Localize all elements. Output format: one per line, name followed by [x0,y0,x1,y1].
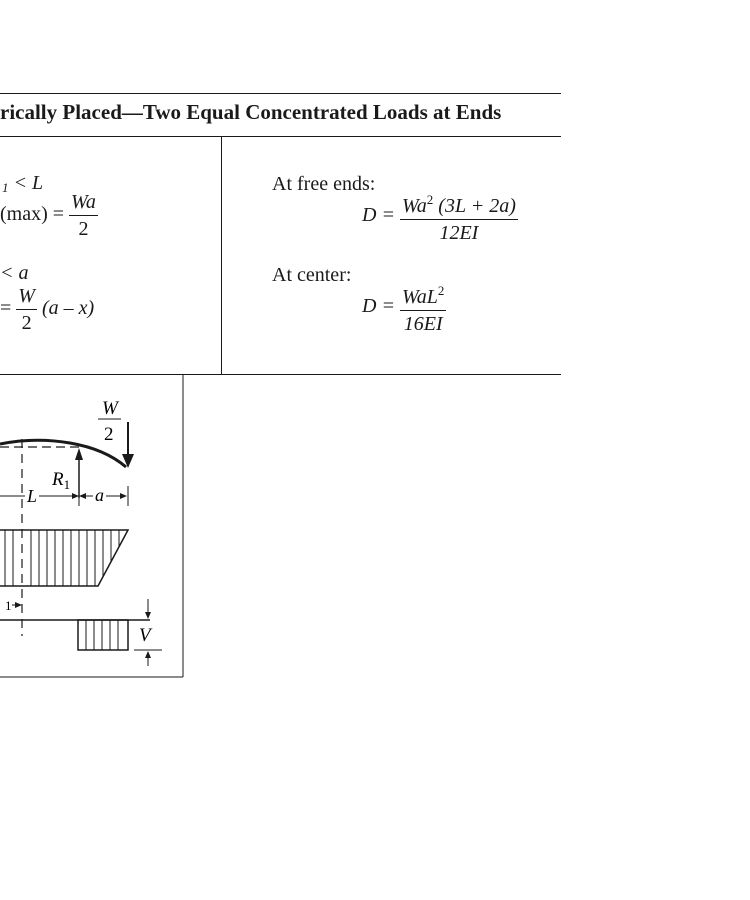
load-fraction-denominator: 2 [104,424,114,445]
center-formula [362,279,446,336]
free-ends-fraction [400,188,518,245]
span-label: L [27,486,38,506]
fraction-denominator: 2 [78,218,89,240]
free-ends-label: At free ends: [272,173,376,195]
span-arrow-head [72,493,79,499]
fraction-numerator: W [16,284,37,310]
shear-label: V [139,625,151,646]
shear-dim-arrow-top-head [145,612,151,619]
left-formula-line-3: < a [0,262,29,284]
beam-diagram [0,374,186,679]
fraction-denominator: 16EI [403,313,443,335]
left-formula-line-4 [0,284,94,335]
left-formula-line-2 [0,190,98,241]
shear-block-hatching [86,620,118,650]
left-formula-subscript: 1 [2,180,9,195]
header-bottom-rule [0,136,561,137]
left-formula-equals: = [0,297,17,320]
column-divider [221,136,222,375]
fraction-numerator: WaL$^2$ [400,279,446,311]
x1-subscript-label: 1 [5,598,12,613]
left-formula-condition: < L [8,172,44,194]
free-ends-formula [362,188,518,245]
fraction-numerator: Wa$^2$ (3L + 2a) [400,188,518,220]
center-label: At center: [272,264,352,286]
reaction-label: $R_1$ [52,469,71,492]
reaction-arrow-head [75,448,83,460]
center-fraction [400,279,446,336]
table-title: rically Placed—Two Equal Concentrated Loads at Ends [0,100,502,124]
center-lhs: D = [362,295,400,318]
left-formula-fraction-w2 [16,284,37,335]
left-formula-fraction-wa2 [69,190,98,241]
overhang-label: a [95,485,104,505]
table-top-rule [0,93,561,94]
left-formula-max-prefix: (max) = [0,203,70,226]
free-ends-lhs: D = [362,204,400,227]
fraction-numerator: Wa [69,190,98,216]
shear-dim-arrow-bottom-head [145,651,151,658]
x1-arrow-head [15,602,22,608]
left-formula-suffix: (a – x) [36,297,95,320]
moment-diagram-outline [0,530,128,586]
load-fraction-numerator: W [102,398,118,419]
fraction-denominator: 12EI [439,222,479,244]
overhang-arrow-right [120,493,127,499]
fraction-denominator: 2 [21,312,32,334]
